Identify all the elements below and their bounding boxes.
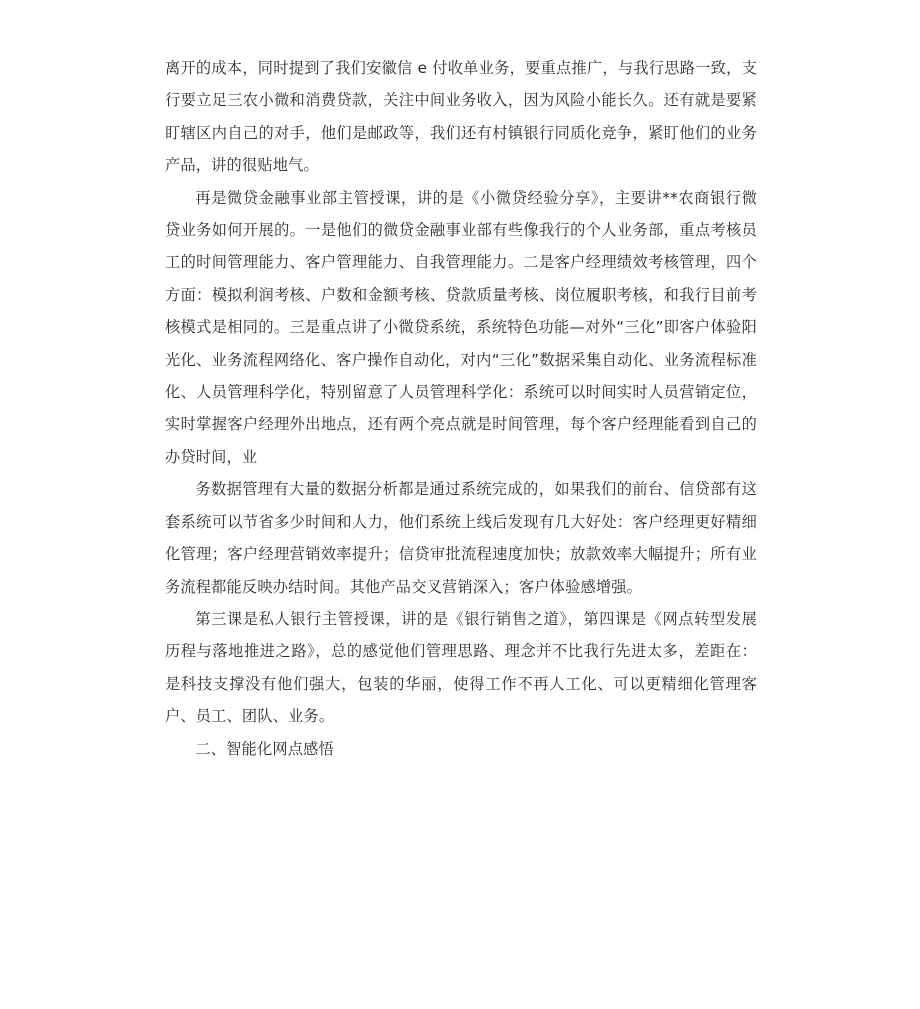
paragraph-1: 离开的成本，同时提到了我们安徽信 e 付收单业务，要重点推广，与我行思路一致，支行要立足三农小微和消费贷款，关注中间业务收入，因为风险小能长久。还有就是要紧盯辖区内自己的对手，他们是邮政等，我们还有村镇银行同质化竞争，紧盯他们的业务产品，讲的很贴地气。 xyxy=(165,59,757,175)
paragraph-4: 第三课是私人银行主管授课，讲的是《银行销售之道》，第四课是《网点转型发展历程与落地推进之路》，总的感觉他们管理思路、理念并不比我行先进太多，差距在：是科技支撑没有他们强大，包装的华丽，使得工作不再人工化、可以更精细化管理客户、员工、团队、业务。 xyxy=(165,609,757,726)
document-body xyxy=(165,52,757,765)
paragraph-3: 务数据管理有大量的数据分析都是通过系统完成的，如果我们的前台、信贷部有这套系统可以节省多少时间和人力，他们系统上线后发现有几大好处：客户经理更好精细化管理；客户经理营销效率提升；信贷审批流程速度加快；放款效率大幅提升；所有业务流程都能反映办结时间。其他产品交叉营销深入；客户体验感增强。 xyxy=(165,480,757,596)
section-heading: 二、智能化网点感悟 xyxy=(195,739,334,758)
paragraph-2: 再是微贷金融事业部主管授课，讲的是《小微贷经验分享》，主要讲**农商银行微贷业务如何开展的。一是他们的微贷金融事业部有些像我行的个人业务部，重点考核员工的时间管理能力、客户管理能力、自我管理能力。二是客户经理绩效考核管理，四个方面：模拟利润考核、户数和金额考核、贷款质量考核、岗位履职考核，和我行目前考核模式是相同的。三是重点讲了小微贷系统，系统特色功能—对外“三化”即客户体验阳光化、业务流程网络化、客户操作自动化，对内“三化”数据采集自动化、业务流程标准化、人员管理科学化，特别留意了人员管理科学化：系统可以时间实时人员营销定位，实时掌握客户经理外出地点，还有两个亮点就是时间管理，每个客户经理能看到自己的办贷时间，业 xyxy=(165,188,757,466)
